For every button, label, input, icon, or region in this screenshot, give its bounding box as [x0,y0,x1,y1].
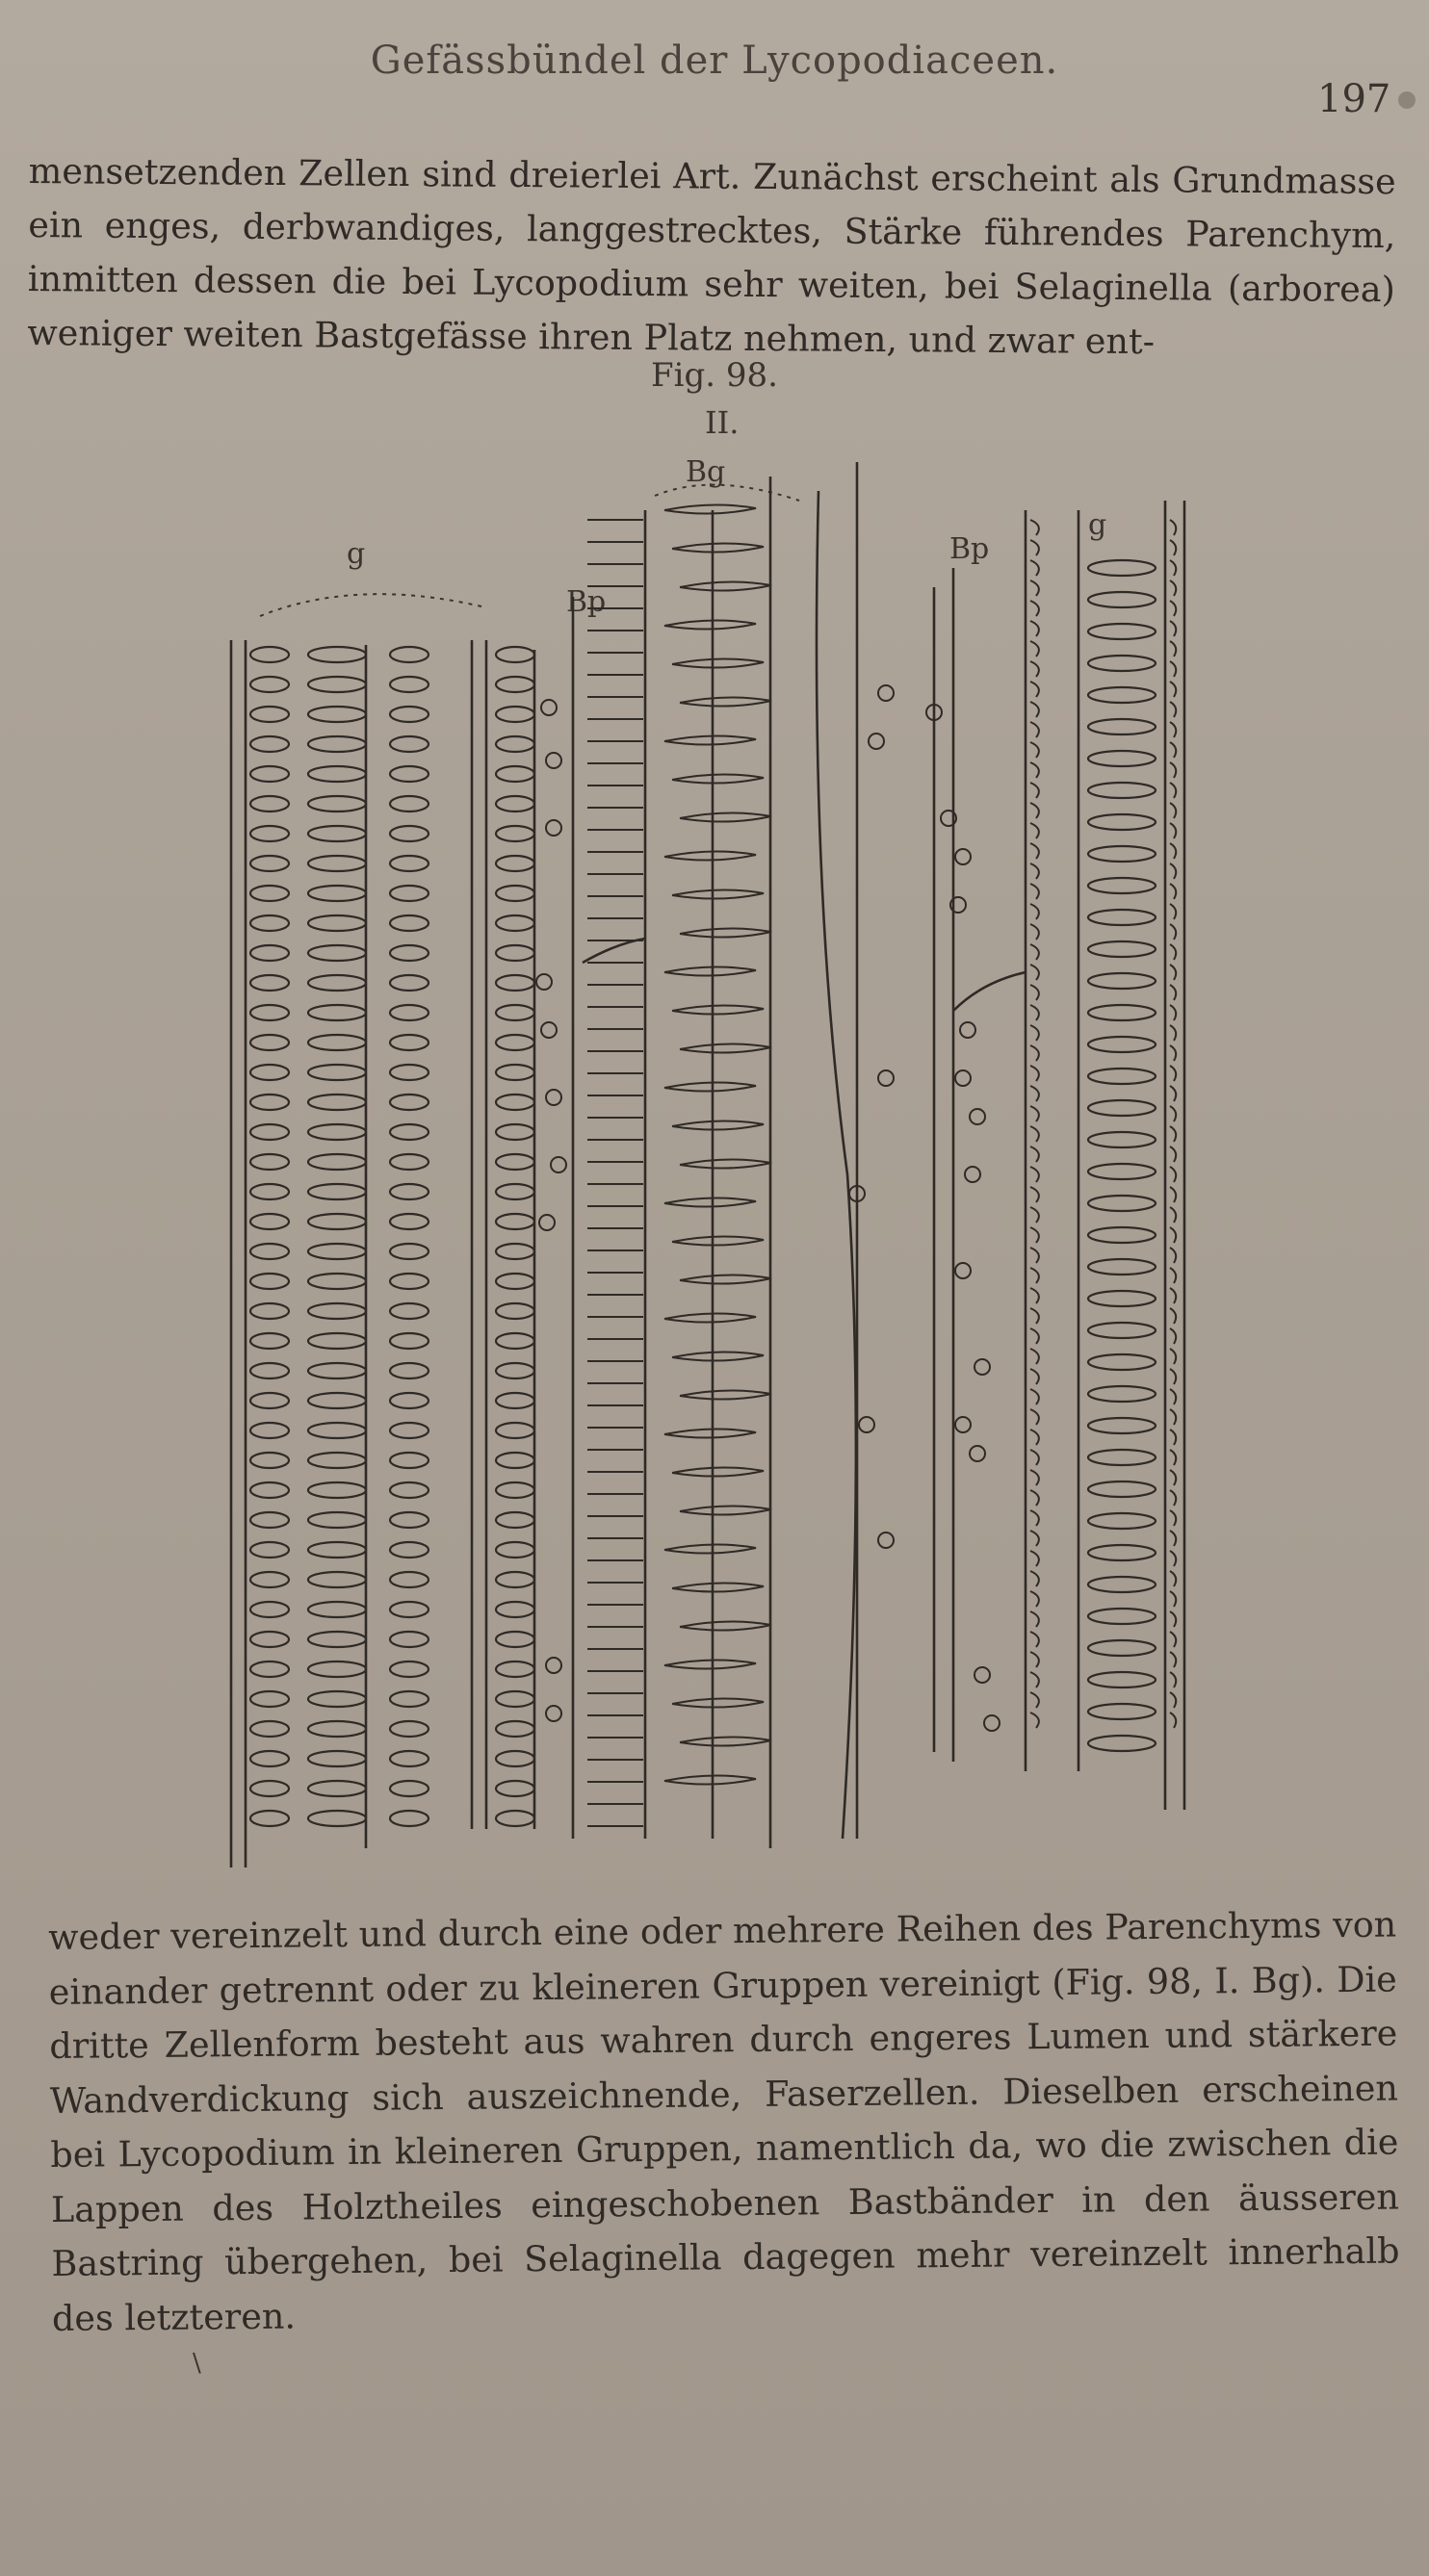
figure-label-g-left: g [347,537,366,571]
figure-caption: Fig. 98. [651,356,778,395]
figure-label-bp-left: Bp [566,585,607,619]
figure-label-g-right: g [1088,508,1107,542]
paragraph-top-text: mensetzenden Zellen sind dreierlei Art. Zunächst erscheint als Grundmasse ein enges, derbwandiges, langgestrecktes, Stärke führendes Parenchym, inmitten dessen die bei Lycopodium sehr weiten, bei Selaginella (arborea) weniger weiten Bastgefässe ihren Platz nehmen, und zwar ent- [27,149,1396,363]
paragraph-top [27,144,1396,371]
figure-98-illustration [193,404,1233,1887]
paragraph-bottom [48,1898,1400,2346]
running-head: Gefässbündel der Lycopodiaceen. [370,39,1059,83]
paragraph-bottom-text: weder vereinzelt und durch eine oder mehrere Reihen des Parenchyms von einander getrennt oder zu kleineren Gruppen vereinigt (Fig. 98, I. Bg). Die dritte Zellenform besteht aus wahren durch engeres Lumen und stärkere Wandverdickung sich auszeichnende, Faserzellen. Dieselben erscheinen bei Lycopodium in kleineren Gruppen, namentlich da, wo die zwischen die Lappen des Holztheiles eingeschobenen Bastbänder in den äusseren Bastring übergehen, bei Selaginella dagegen mehr vereinzelt innerhalb des letzteren. [48,1903,1400,2339]
figure-label-bp-right: Bp [949,532,990,566]
figure-label-bg: Bg [686,455,726,489]
stray-mark: \ [193,2349,201,2378]
figure-part-label: II. [705,404,740,441]
corner-mark [1398,91,1416,109]
page-number: 197 [1317,77,1391,121]
